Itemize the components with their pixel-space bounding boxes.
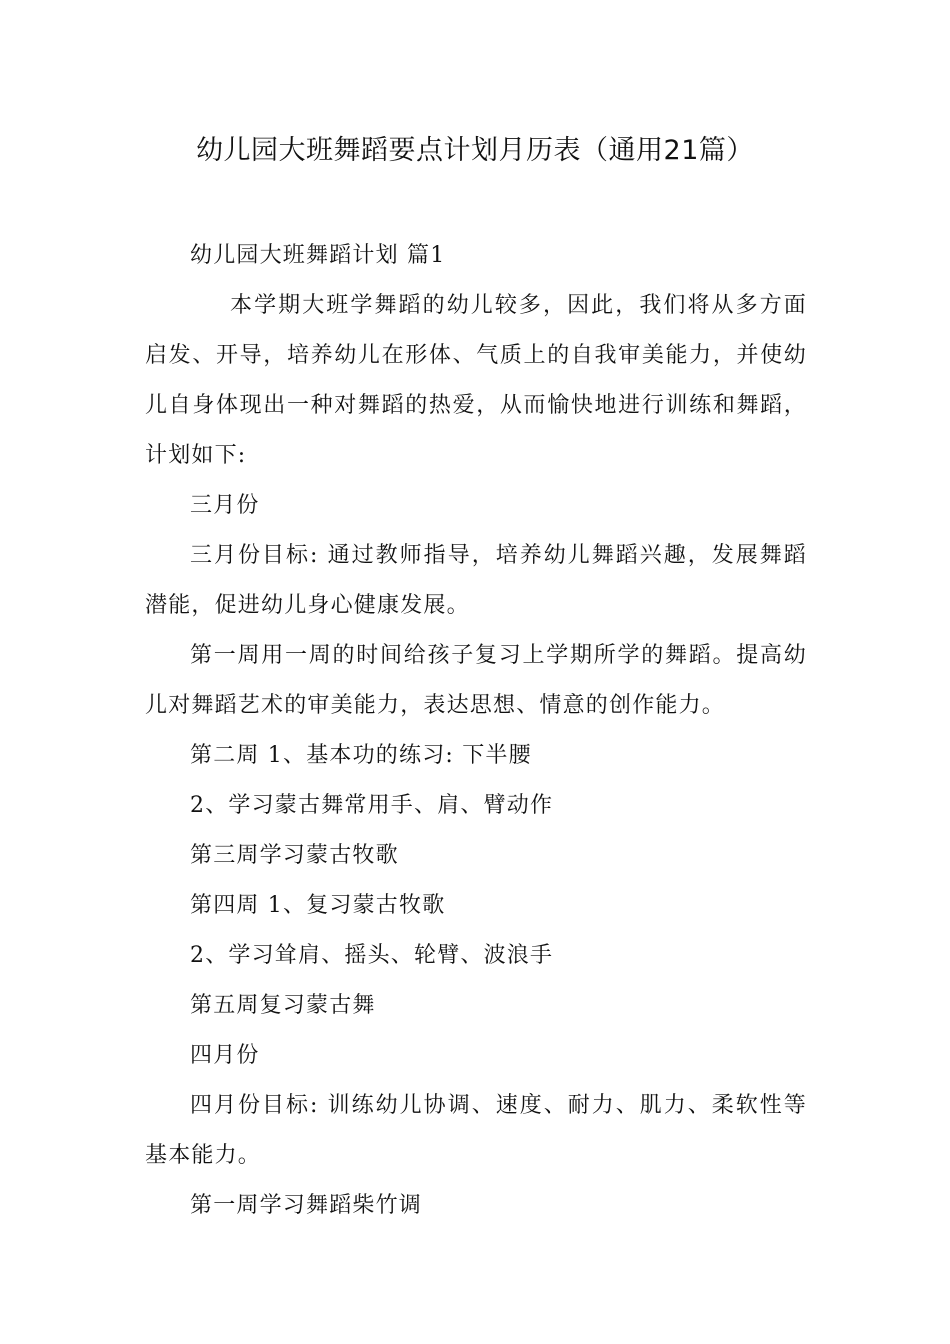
week-one-paragraph: 第一周用一周的时间给孩子复习上学期所学的舞蹈。提高幼儿对舞蹈艺术的审美能力，表达思想、情意的创作能力。 xyxy=(145,643,807,718)
document-title: 幼儿园大班舞蹈要点计划月历表（通用21篇） xyxy=(196,135,754,166)
week-four-item-2: 2、学习耸肩、摇头、轮臂、波浪手 xyxy=(190,943,554,968)
document-body xyxy=(145,231,807,1231)
section-heading: 幼儿园大班舞蹈计划 篇1 xyxy=(190,243,446,268)
april-week-one-paragraph: 第一周学习舞蹈柴竹调 xyxy=(190,1193,423,1218)
week-three-paragraph: 第三周学习蒙古牧歌 xyxy=(190,843,399,868)
week-two-item-1: 第二周 1、基本功的练习: 下半腰 xyxy=(190,743,532,768)
april-goal-paragraph: 四月份目标: 训练幼儿协调、速度、耐力、肌力、柔软性等基本能力。 xyxy=(145,1093,807,1168)
week-two-item-2: 2、学习蒙古舞常用手、肩、臂动作 xyxy=(190,793,554,818)
week-five-paragraph: 第五周复习蒙古舞 xyxy=(190,993,376,1018)
week-four-item-1: 第四周 1、复习蒙古牧歌 xyxy=(190,893,446,918)
march-goal-paragraph: 三月份目标: 通过教师指导，培养幼儿舞蹈兴趣，发展舞蹈潜能，促进幼儿身心健康发展。 xyxy=(145,543,807,618)
month-heading-april: 四月份 xyxy=(190,1043,260,1068)
intro-paragraph: 本学期大班学舞蹈的幼儿较多，因此，我们将从多方面启发、开导，培养幼儿在形体、气质上的自我审美能力，并使幼儿自身体现出一种对舞蹈的热爱，从而愉快地进行训练和舞蹈，计划如下: xyxy=(145,293,807,468)
month-heading-march: 三月份 xyxy=(190,493,260,518)
